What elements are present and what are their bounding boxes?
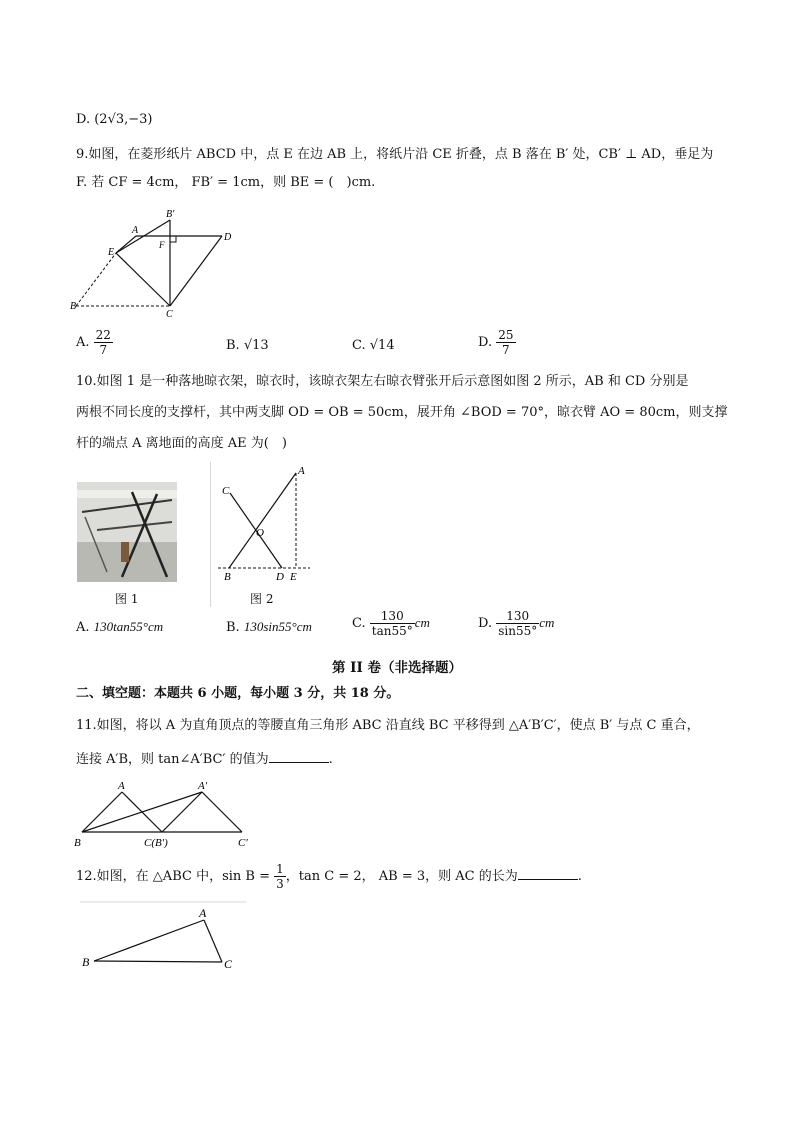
- q12-edge-ba: [94, 920, 204, 961]
- q12-edge-bc: [94, 961, 222, 962]
- q9-option-d[interactable]: D. $\frac{25}{7}$: [478, 328, 514, 357]
- q11-label-a: A: [118, 780, 125, 792]
- q10-label-e: E: [290, 571, 297, 583]
- q10-option-d[interactable]: D. $\frac{130}{\sin 55^\circ}$ cm: [478, 609, 555, 638]
- q9-option-d-fraction: $\frac{25}{7}$: [498, 328, 514, 357]
- q9-figure: [70, 205, 240, 320]
- q11-label-a-prime: A′: [198, 780, 208, 792]
- q12-label-b: B: [82, 955, 90, 969]
- q11-label-c-b-prime: C(B′): [144, 837, 168, 849]
- q9-label-d: D: [224, 232, 232, 243]
- q11-answer-blank[interactable]: [269, 748, 329, 763]
- q10-figure2: [210, 462, 320, 607]
- drying-rack-image: [77, 482, 177, 582]
- q11-edge-a-prime-c-prime: [202, 792, 242, 832]
- q10-fig1-caption: 图 1: [115, 592, 139, 606]
- q9-option-a[interactable]: A. $\frac{22}{7}$: [76, 328, 111, 357]
- q11-figure: [70, 778, 265, 853]
- q9-label-a: A: [132, 225, 139, 236]
- q9-edge-ea: [116, 236, 136, 253]
- q11-edge-ab: [82, 792, 122, 832]
- q10-text-line1: 10.如图 1 是一种落地晾衣架，晾衣时，该晾衣架左右晾衣臂张开后示意图如图 2 所示，AB 和 CD 分别是: [76, 374, 689, 389]
- q10-label-o: O: [256, 527, 264, 539]
- q9-edge-dc: [170, 236, 222, 306]
- q10-option-b[interactable]: B. 130sin55°cm: [226, 619, 312, 635]
- q11-text-line2: 连接 A′B，则 tan∠A′BC′ 的值为 .: [76, 748, 333, 770]
- q10-label-d: D: [276, 571, 284, 583]
- q9-edge-be-dashed: [76, 253, 116, 306]
- q9-text-line2: F. 若 CF = 4cm， FB′ = 1cm，则 BE = ( )cm.: [76, 175, 376, 190]
- q10-figure1-photo: [77, 482, 177, 582]
- q9-label-b-prime: B′: [166, 209, 175, 220]
- q9-label-e: E: [108, 247, 115, 258]
- q12-label-c: C: [224, 957, 233, 971]
- q11-text-line1: 11.如图，将以 A 为直角顶点的等腰直角三角形 ABC 沿直线 BC 平移得到 △A′B′C′，使点 B′ 与点 C 重合，: [76, 718, 700, 733]
- q11-label-c-prime: C′: [238, 837, 248, 849]
- q10-option-c[interactable]: C. $\frac{130}{\tan 55^\circ}$ cm: [352, 609, 430, 638]
- q10-text-line2: 两根不同长度的支撑杆，其中两支脚 OD = OB = 50cm，展开角 ∠BOD = 70°，晾衣臂 AO = 80cm，则支撑: [76, 405, 728, 420]
- q10-label-c: C: [222, 485, 230, 497]
- q9-label-f: F: [159, 240, 165, 250]
- q12-answer-blank[interactable]: [518, 865, 578, 880]
- q12-label-a: A: [199, 906, 207, 920]
- q10-text-line3: 杆的端点 A 离地面的高度 AE 为( ): [76, 436, 287, 451]
- q9-option-a-fraction: $\frac{22}{7}$: [95, 328, 111, 357]
- q9-option-c[interactable]: C. √14: [352, 338, 395, 353]
- q9-edge-ec: [116, 253, 170, 306]
- q9-label-c: C: [166, 309, 173, 320]
- q10-option-d-fraction: $\frac{130}{\sin 55^\circ}$: [498, 609, 538, 638]
- q9-label-b: B: [70, 301, 77, 312]
- q12-edge-ac: [204, 920, 222, 962]
- q10-fig2-caption: 图 2: [250, 592, 274, 606]
- q10-option-a[interactable]: A. 130tan55°cm: [76, 619, 164, 635]
- section2-heading: 二、填空题：本题共 6 小题，每小题 3 分，共 18 分。: [76, 686, 400, 701]
- q11-edge-b-prime-a-prime: [162, 792, 202, 832]
- q11-edge-a-prime-b: [82, 792, 202, 832]
- q9-option-b[interactable]: B. √13: [226, 338, 269, 353]
- q8-option-d: D. (2√3,−3): [76, 112, 153, 127]
- q9-right-angle-mark: [170, 236, 176, 242]
- q10-label-b: B: [224, 571, 231, 583]
- q10-rod-ab: [229, 473, 296, 568]
- q9-text-line1: 9.如图，在菱形纸片 ABCD 中，点 E 在边 AB 上，将纸片沿 CE 折叠，点 B 落在 B′ 处，CB′ ⊥ AD，垂足为: [76, 147, 714, 162]
- q12-sin-b-fraction: $\frac{1}{3}$: [276, 862, 284, 891]
- q10-label-a: A: [298, 465, 305, 477]
- q11-label-b: B: [74, 837, 81, 849]
- q10-option-c-fraction: $\frac{130}{\tan 55^\circ}$: [371, 609, 413, 638]
- part2-title: 第 II 卷（非选择题）: [331, 660, 463, 676]
- q12-figure: [76, 898, 251, 978]
- q12-text: 12.如图，在 △ABC 中，sin B = $\frac{1}{3}$ ，tan C = 2， AB = 3，则 AC 的长为 .: [76, 862, 582, 891]
